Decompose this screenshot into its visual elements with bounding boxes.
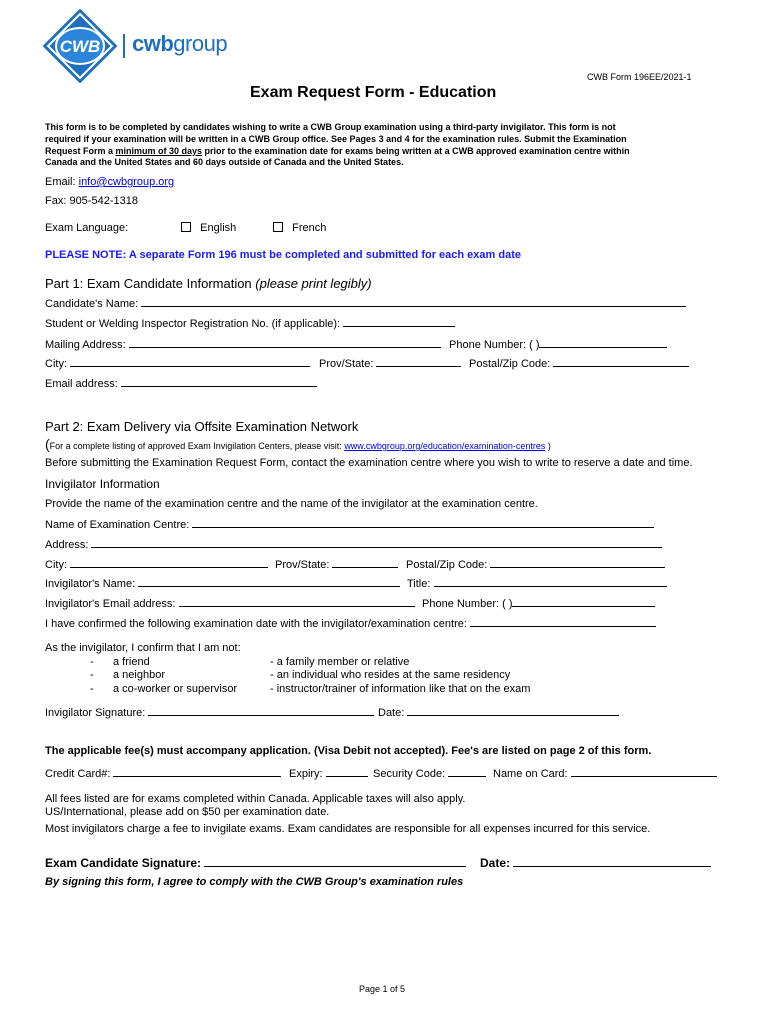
cwb-logo [42,8,118,89]
city-row [45,357,310,370]
inv-email-field[interactable] [179,597,415,607]
mailing-label: Mailing Address: [45,339,126,351]
intro-line-3a: Request Form a [45,146,116,156]
credit-card-field[interactable] [113,767,281,777]
name-on-card-row [493,767,717,780]
exam-centres-link[interactable]: www.cwbgroup.org/education/examination-centres [344,441,546,451]
logo-wordmark [132,31,227,57]
fax: Fax: 905-542-1318 [45,195,138,207]
inv-phone-field[interactable] [512,597,655,607]
inv-date-field[interactable] [407,706,619,716]
list-item-right: - a family member or relative [270,656,410,668]
dash-3: - [90,683,94,695]
inv-signature-label: Invigilator Signature: [45,707,146,719]
logo-word-rest: group [173,31,228,56]
french-label: French [292,222,327,234]
listing-row [45,436,551,454]
part1-title-em: (please print legibly) [255,276,372,291]
security-field[interactable] [448,767,486,777]
before-submitting: Before submitting the Examination Request Form, contact the examination centre where you wish to write to reserve a date and time. [45,457,693,469]
candidate-signature-row [45,856,466,870]
english-label: English [200,222,237,234]
listing-text: For a complete listing of approved Exam Invigilation Centers, please visit: [49,441,345,451]
part2-title: Part 2: Exam Delivery via Offsite Examination Network [45,419,359,434]
inv-name-label: Invigilator's Name: [45,578,136,590]
intro-line-4: Canada and the United States and 60 days outside of Canada and the United States. [45,157,404,167]
email-link[interactable]: info@cwbgroup.org [78,176,175,188]
prov-row [319,357,461,370]
please-note: PLEASE NOTE: A separate Form 196 must be completed and submitted for each exam date [45,249,521,261]
inv-signature-row [45,706,374,719]
inv-prov-row [275,558,398,571]
inv-title-field[interactable] [434,577,667,587]
list-item-left: a friend [113,656,150,668]
phone-label: Phone Number: ( ) [449,339,540,351]
fees-note-2: US/International, please add on $50 per examination date. [45,806,330,818]
registration-row [45,317,455,330]
agree-statement: By signing this form, I agree to comply with the CWB Group's examination rules [45,876,464,888]
inv-postal-label: Postal/Zip Code: [406,559,488,571]
address-row [45,538,662,551]
city-field[interactable] [70,357,310,367]
logo-divider [123,34,125,58]
name-on-card-label: Name on Card: [493,768,568,780]
logo-word-bold: cwb [132,31,174,56]
form-number: CWB Form 196EE/2021-1 [587,72,692,82]
part1-title [45,276,372,291]
inv-city-row [45,558,268,571]
email-row [45,176,174,188]
expiry-label: Expiry: [289,768,323,780]
intro-line-3 [45,146,630,156]
candidate-name-field[interactable] [141,297,686,307]
postal-label: Postal/Zip Code: [469,358,551,370]
dash-2: - [90,669,94,681]
inv-city-field[interactable] [70,558,268,568]
inv-email-row [45,597,415,610]
confirm-intro: As the invigilator, I confirm that I am not: [45,642,241,654]
list-item-right: - instructor/trainer of information like that on the exam [270,683,531,695]
mailing-field[interactable] [129,338,441,348]
french-checkbox[interactable] [273,222,283,232]
email-address-field[interactable] [121,377,317,387]
prov-label: Prov/State: [319,358,374,370]
list-item-left: a co-worker or supervisor [113,683,238,695]
inv-city-label: City: [45,559,67,571]
candidate-date-label: Date: [480,856,511,870]
inv-phone-label: Phone Number: ( ) [422,598,513,610]
inv-postal-field[interactable] [490,558,665,568]
inv-date-row [378,706,619,719]
english-checkbox[interactable] [181,222,191,232]
dash-1: - [90,656,94,668]
candidate-date-field[interactable] [513,856,711,867]
email-label: Email: [45,176,79,188]
intro-line-3b: prior to the examination date for exams being written at a CWB approved examination centre within [202,146,630,156]
registration-label: Student or Welding Inspector Registration No. (if applicable): [45,318,341,330]
page-title: Exam Request Form - Education [250,84,497,101]
credit-card-row [45,767,281,780]
inv-phone-row [422,597,655,610]
centre-field[interactable] [192,518,654,528]
candidate-name-label: Candidate's Name: [45,298,139,310]
confirm-date-label: I have confirmed the following examination date with the invigilator/examination centre: [45,618,467,630]
email-address-label: Email address: [45,378,118,390]
centre-label: Name of Examination Centre: [45,519,190,531]
list-item-left: a neighbor [113,669,165,681]
centre-row [45,518,654,531]
inv-title-label: Title: [407,578,431,590]
fees-note-1: All fees listed are for exams completed within Canada. Applicable taxes will also apply. [45,793,466,805]
fees-note-3: Most invigilators charge a fee to invigilate exams. Exam candidates are responsible for all expenses incurred for this service. [45,823,651,835]
confirm-date-row [45,617,656,630]
phone-field[interactable] [539,338,667,348]
address-label: Address: [45,539,89,551]
city-label: City: [45,358,67,370]
inv-postal-row [406,558,665,571]
expiry-row [289,767,368,780]
inv-name-field[interactable] [138,577,400,587]
inv-signature-field[interactable] [148,706,374,716]
page-number: Page 1 of 5 [359,984,406,994]
language-label: Exam Language: [45,222,129,234]
inv-date-label: Date: [378,707,405,719]
fees-heading: The applicable fee(s) must accompany application. (Visa Debit not accepted). Fee's are listed on page 2 of this form. [45,745,652,757]
expiry-field[interactable] [326,767,368,777]
phone-row [449,338,667,351]
address-field[interactable] [91,538,662,548]
postal-field[interactable] [553,357,689,367]
cwb-logo-badge [42,8,118,84]
candidate-signature-field[interactable] [204,856,466,867]
inv-email-label: Invigilator's Email address: [45,598,176,610]
postal-row [469,357,689,370]
language-english-option[interactable] [181,222,236,234]
inv-prov-field[interactable] [332,558,398,568]
inv-name-row [45,577,400,590]
inv-title-row [407,577,667,590]
intro-line-2: required if your examination will be written in a CWB Group office. See Pages 3 and 4 for the examination rules. Submit the Examination [45,134,627,144]
list-item-right: - an individual who resides at the same residency [270,669,511,681]
mailing-row [45,338,441,351]
intro-line-1: This form is to be completed by candidates wishing to write a CWB Group examination using a third-party invigilator. This form is not [45,122,616,132]
candidate-signature-label: Exam Candidate Signature: [45,856,202,870]
invigilator-heading: Invigilator Information [45,477,160,491]
email-address-row [45,377,317,390]
inv-prov-label: Prov/State: [275,559,330,571]
prov-field[interactable] [376,357,461,367]
confirm-date-field[interactable] [470,617,656,627]
registration-field[interactable] [343,317,455,327]
credit-card-label: Credit Card#: [45,768,111,780]
invigilator-instructions: Provide the name of the examination centre and the name of the invigilator at the examination centre. [45,498,538,510]
listing-paren: ( [45,436,50,452]
security-label: Security Code: [373,768,446,780]
candidate-date-row [480,856,711,870]
candidate-name-row [45,297,686,310]
intro-min-days: minimum of 30 days [115,146,203,156]
logo-badge-text: CWB [59,37,101,56]
listing-close: ) [545,441,551,451]
language-french-option[interactable] [273,222,326,234]
part1-title-text: Part 1: Exam Candidate Information [45,276,256,291]
security-row [373,767,486,780]
name-on-card-field[interactable] [571,767,717,777]
